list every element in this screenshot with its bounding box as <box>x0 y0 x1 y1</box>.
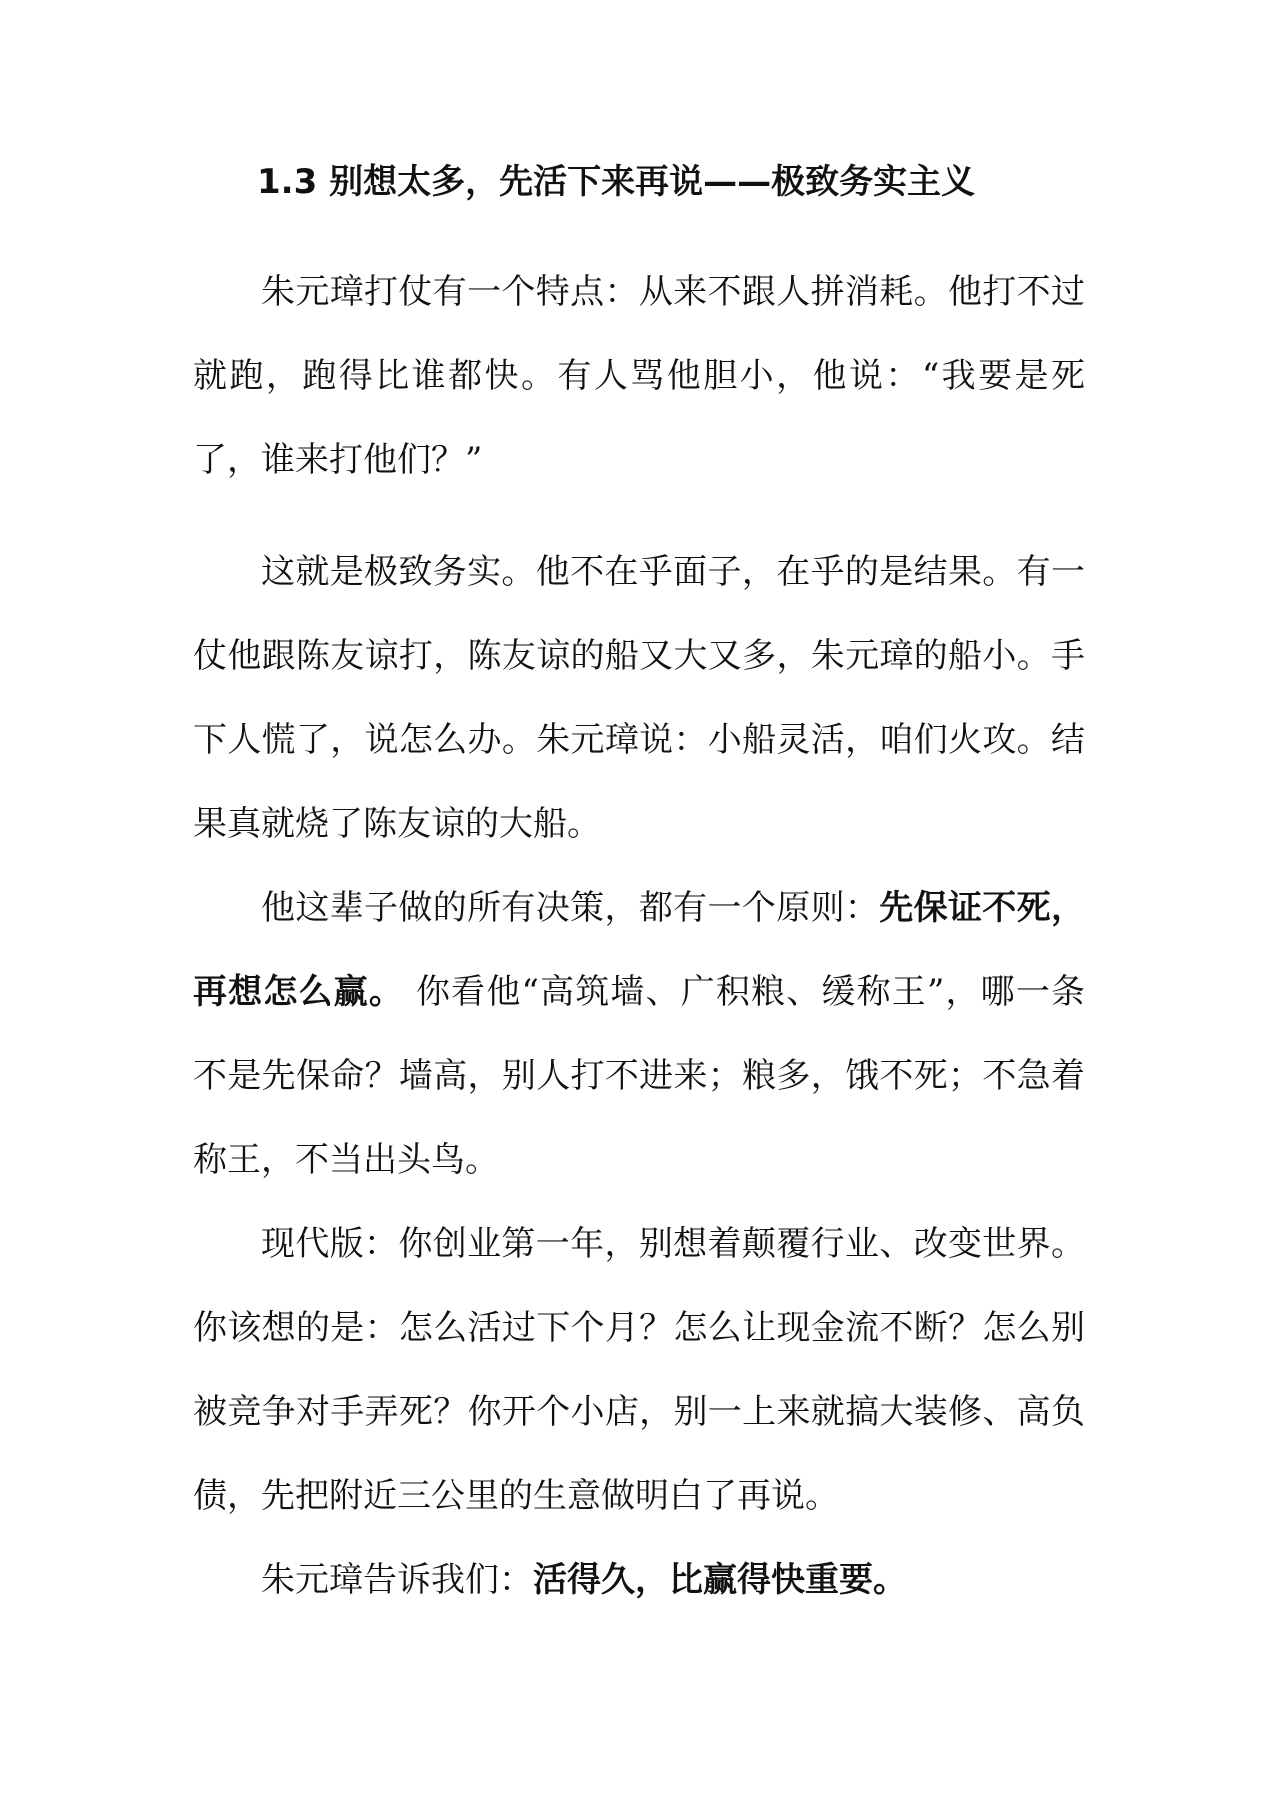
section-heading: 1.3 别想太多，先活下来再说——极致务实主义 <box>257 162 976 202</box>
paragraph-1: 朱元璋打仗有一个特点：从来不跟人拼消耗。他打不过就跑，跑得比谁都快。有人骂他胆小，他说：“我要是死了，谁来打他们？” <box>193 272 1085 480</box>
paragraph-5 <box>193 1538 1085 1622</box>
paragraph-5-emphasis: 活得久，比赢得快重要。 <box>533 1560 907 1600</box>
document-body <box>193 162 1086 1622</box>
paragraph-3-emphasis: 先保证不死，再想怎么赢。 <box>193 888 1086 1012</box>
paragraph-5-lead: 朱元璋告诉我们： <box>261 1560 533 1600</box>
paragraph-spacer <box>193 502 1085 530</box>
paragraph-2: 这就是极致务实。他不在乎面子，在乎的是结果。有一仗他跟陈友谅打，陈友谅的船又大又多，朱元璋的船小。手下人慌了，说怎么办。朱元璋说：小船灵活，咱们火攻。结果真就烧了陈友谅的大船。 <box>193 552 1085 844</box>
paragraph-4: 现代版：你创业第一年，别想着颠覆行业、改变世界。你该想的是：怎么活过下个月？怎么让现金流不断？怎么别被竞争对手弄死？你开个小店，别一上来就搞大装修、高负债，先把附近三公里的生意做明白了再说。 <box>193 1224 1085 1516</box>
paragraph-3-lead: 他这辈子做的所有决策，都有一个原则： <box>261 888 880 928</box>
paragraph-3 <box>193 866 1085 1202</box>
paragraph-3-tail: 你看他“高筑墙、广积粮、缓称王”，哪一条不是先保命？墙高，别人打不进来；粮多，饿不死；不急着称王，不当出头鸟。 <box>193 972 1086 1180</box>
